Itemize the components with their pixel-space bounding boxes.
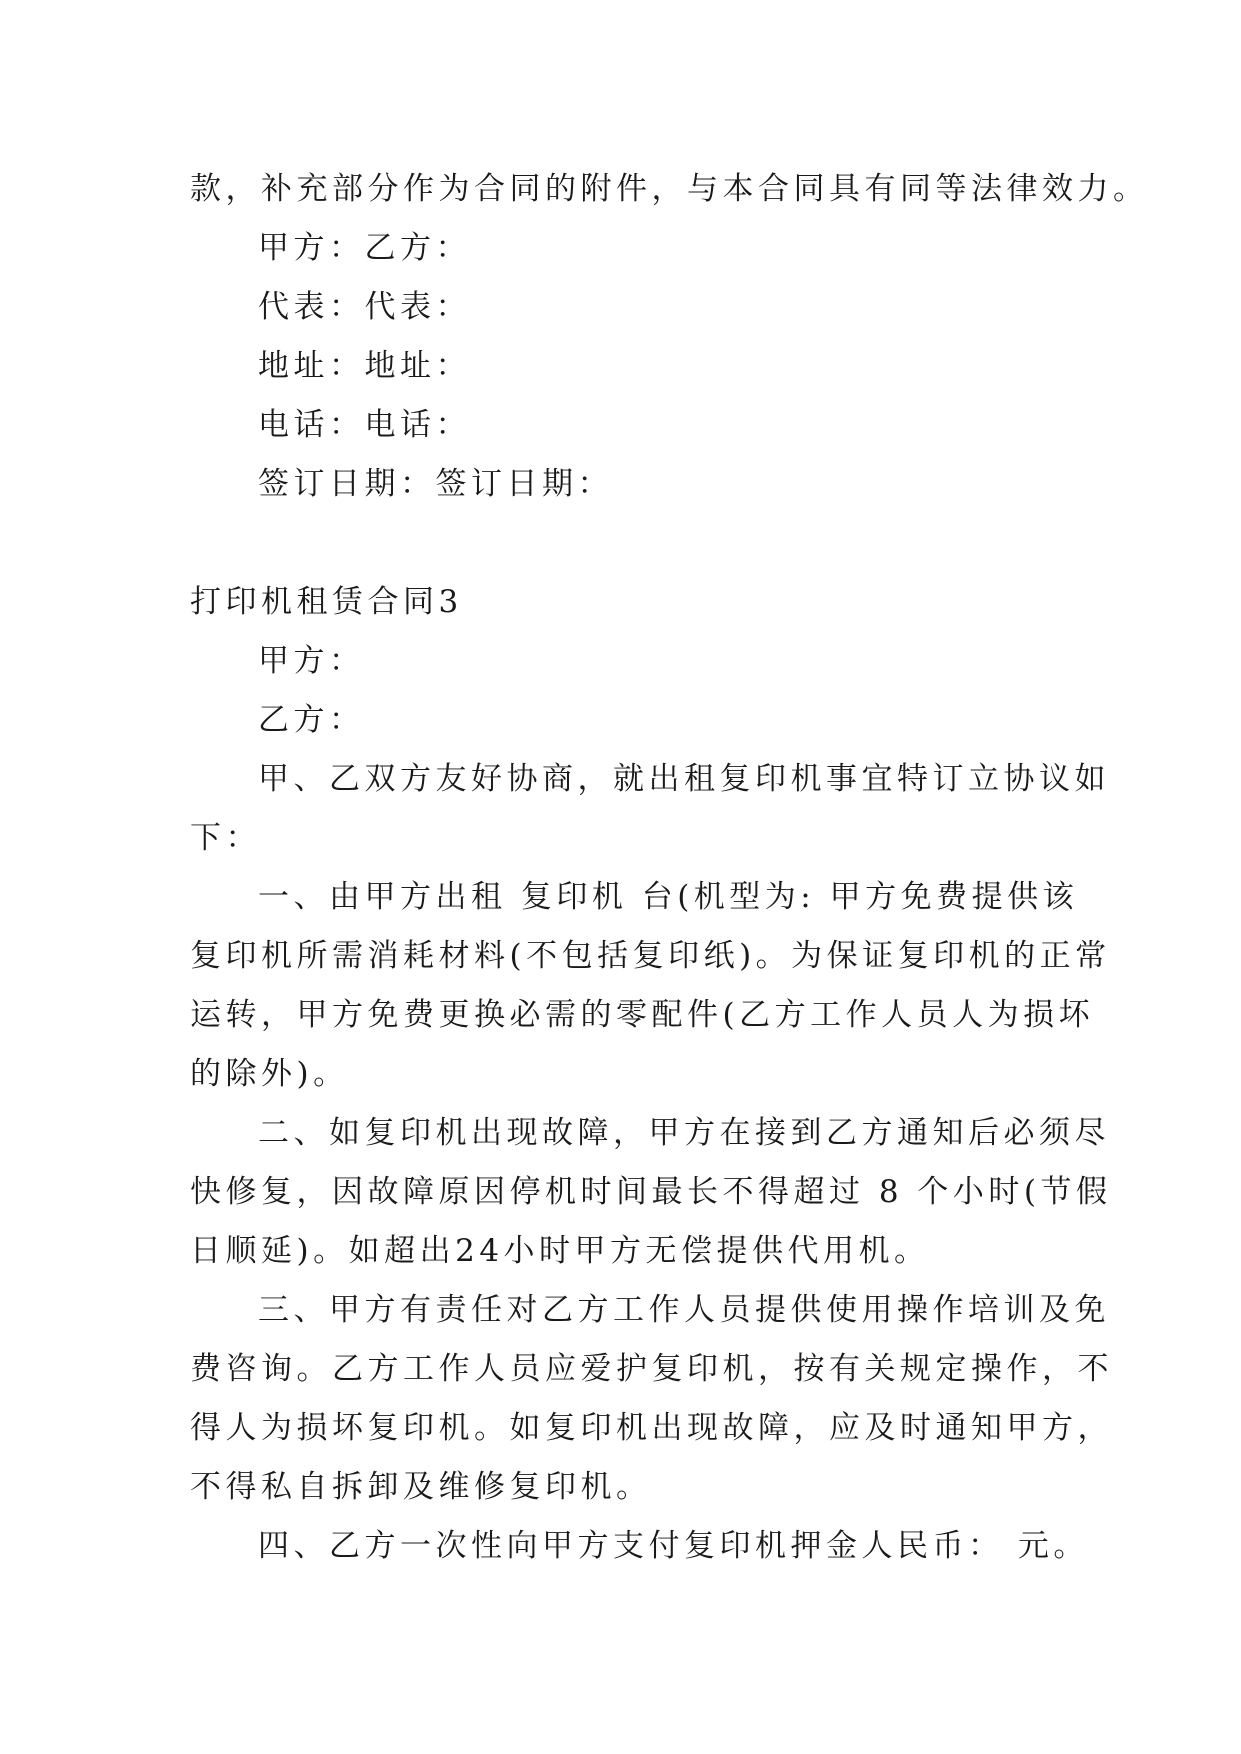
clause-1-line: 的除外)。	[190, 1056, 349, 1092]
signature-party-line: 甲方：乙方：	[258, 230, 471, 266]
clause-1-line: 复印机所需消耗材料(不包括复印纸)。为保证复印机的正常	[190, 938, 1111, 974]
party-a-line: 甲方：	[258, 643, 365, 679]
clause-1-line: 运转，甲方免费更换必需的零配件(乙方工作人员人为损坏	[190, 997, 1095, 1033]
document-page	[190, 160, 1149, 1576]
signature-date-line: 签订日期：签订日期：	[258, 466, 613, 502]
intro-line: 甲、乙双方友好协商，就出租复印机事宜特订立协议如	[258, 761, 1110, 797]
clause-2-line: 二、如复印机出现故障，甲方在接到乙方通知后必须尽	[258, 1115, 1110, 1151]
section-gap	[190, 514, 1060, 573]
clause-2-line: 快修复，因故障原因停机时间最长不得超过 8 个小时(节假	[190, 1174, 1112, 1210]
contract-heading: 打印机租赁合同3	[190, 584, 463, 620]
clause-3-line: 不得私自拆卸及维修复印机。	[190, 1469, 652, 1505]
signature-phone-line: 电话：电话：	[258, 407, 471, 443]
clause-3-line: 得人为损坏复印机。如复印机出现故障，应及时通知甲方，	[190, 1410, 1113, 1446]
clause-3-line: 三、甲方有责任对乙方工作人员提供使用操作培训及免	[258, 1292, 1110, 1328]
clause-4-line: 四、乙方一次性向甲方支付复印机押金人民币： 元。	[258, 1528, 1089, 1564]
clause-2-line: 日顺延)。如超出24小时甲方无偿提供代用机。	[190, 1233, 930, 1269]
signature-representative-line: 代表：代表：	[258, 289, 471, 325]
party-b-line: 乙方：	[258, 702, 365, 738]
intro-line: 下：	[190, 820, 261, 856]
clause-1-line: 一、由甲方出租 复印机 台(机型为: 甲方免费提供该	[258, 879, 1079, 915]
text-line: 款，补充部分作为合同的附件，与本合同具有同等法律效力。	[190, 171, 1149, 207]
clause-3-line: 费咨询。乙方工作人员应爱护复印机，按有关规定操作，不	[190, 1351, 1113, 1387]
signature-address-line: 地址：地址：	[258, 348, 471, 384]
